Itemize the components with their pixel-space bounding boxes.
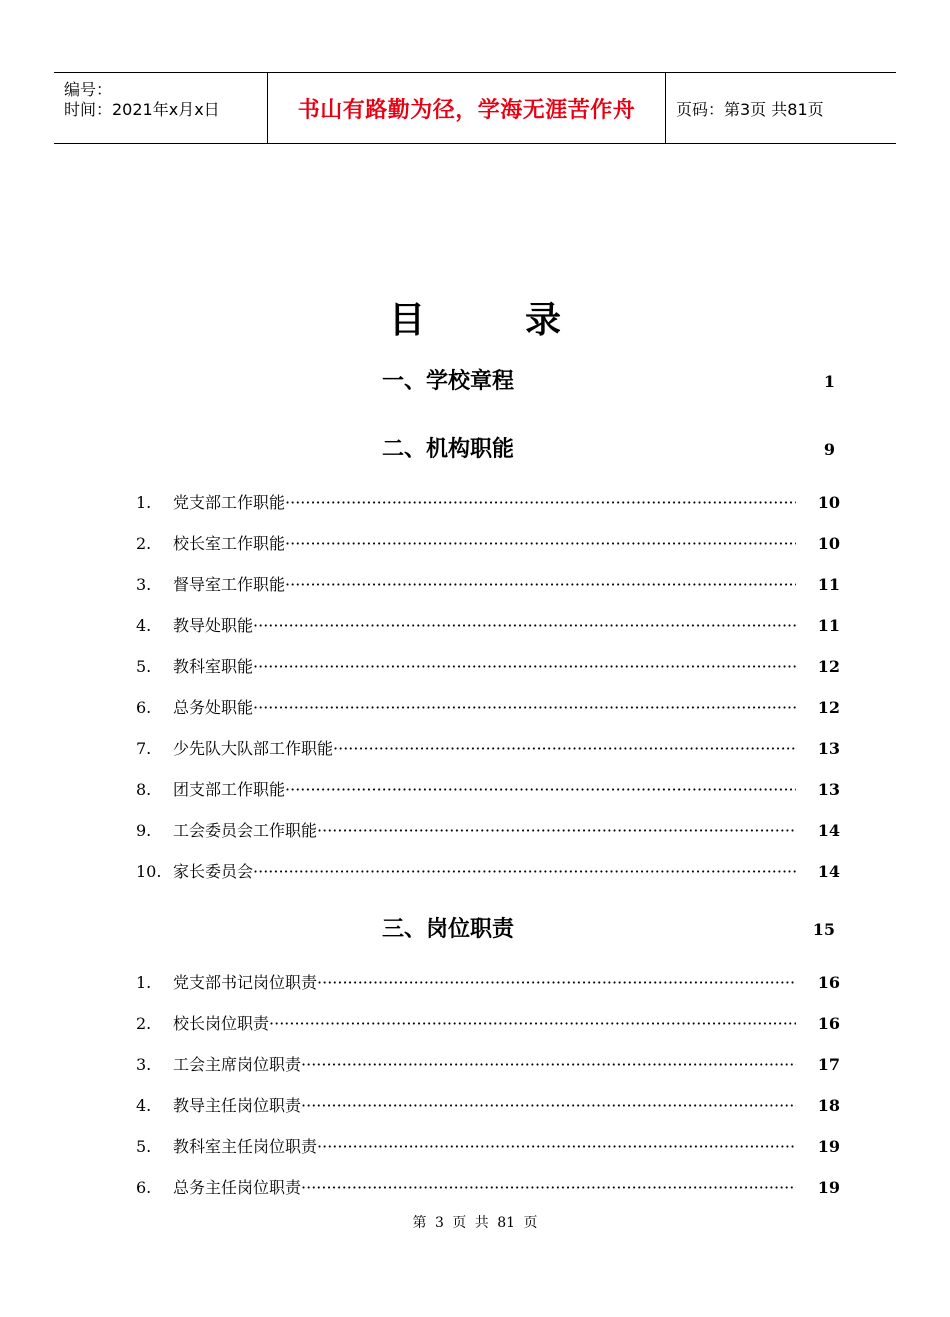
toc-entry-number: 4. [136,616,152,635]
toc-entry-number: 6. [136,698,152,717]
toc-entry-label: 校长岗位职责 ····· [173,1012,796,1036]
toc-entry-number: 10. [136,862,162,881]
toc-entry-label: 党支部工作职能 ····· [173,491,796,515]
toc-entry[interactable] [136,696,840,720]
toc-section-page: 9 [823,440,835,459]
toc-section[interactable] [0,367,950,397]
toc-entry-label: 党支部书记岗位职责 ····· [173,971,796,995]
toc-entry-page: 13 [817,739,840,758]
toc-entry-number: 1. [136,493,152,512]
toc-entry-label: 家长委员会 ····· [173,860,796,884]
toc-section-title: 三、岗位职责 [382,917,515,942]
toc-entry-page: 10 [817,493,840,512]
toc-section-page: 15 [812,920,835,939]
toc-section[interactable] [0,915,950,945]
toc-entry-label: 总务主任岗位职责 ····· [173,1176,796,1200]
serial-label: 编号： [64,80,113,99]
toc-entry-label: 工会委员会工作职能 ····· [173,819,796,843]
toc-entry-page: 14 [817,821,840,840]
toc-entry-label: 工会主席岗位职责 ····· [173,1053,796,1077]
toc-entry-page: 12 [817,698,840,717]
toc-entry[interactable] [136,737,840,761]
toc-entry-number: 6. [136,1178,152,1197]
toc-entry-label: 教科室职能 ····· [173,655,796,679]
toc-section-title: 一、学校章程 [382,369,515,394]
header-page-cell [666,73,896,143]
toc-entry-label: 教导主任岗位职责 ····· [173,1094,796,1118]
toc-entry-number: 3. [136,575,152,594]
toc-entry-number: 3. [136,1055,152,1074]
toc-entry-page: 18 [817,1096,840,1115]
toc-entry[interactable] [136,1176,840,1200]
toc-entry-page: 14 [817,862,840,881]
toc-entry[interactable] [136,1094,840,1118]
header-page-info: 页码：第3页 共81页 [676,99,824,119]
toc-entry-page: 10 [817,534,840,553]
toc-entry-number: 5. [136,657,152,676]
time-label: 时间：2021年x月x日 [64,100,220,119]
toc-entry[interactable] [136,655,840,679]
toc-entry-number: 2. [136,534,152,553]
toc-section[interactable] [0,435,950,465]
toc-entry-label: 校长室工作职能 ····· [173,532,796,556]
toc-entry-number: 7. [136,739,152,758]
toc-entry-number: 8. [136,780,152,799]
toc-entry-number: 9. [136,821,152,840]
toc-entry[interactable] [136,532,840,556]
toc-entry[interactable] [136,819,840,843]
toc-section-title: 二、机构职能 [382,437,515,462]
toc-entry-page: 17 [817,1055,840,1074]
page-header [54,72,896,144]
toc-entry-page: 11 [817,616,840,635]
toc-entry[interactable] [136,1012,840,1036]
motto-text: 书山有路勤为径，学海无涯苦作舟 [297,97,636,123]
toc-entry-page: 16 [817,1014,840,1033]
toc-title: 目录 [388,300,661,341]
page-footer: 第 3 页 共 81 页 [412,1215,538,1231]
toc-entry-page: 19 [817,1137,840,1156]
toc-entry[interactable] [136,778,840,802]
toc-entry[interactable] [136,1135,840,1159]
toc-entry-number: 5. [136,1137,152,1156]
toc-entry[interactable] [136,1053,840,1077]
toc-entry[interactable] [136,971,840,995]
toc-entry-label: 教科室主任岗位职责 ····· [173,1135,796,1159]
toc-entry-label: 团支部工作职能 ····· [173,778,796,802]
toc-entry-label: 总务处职能 ····· [173,696,796,720]
header-motto-cell [268,73,666,143]
toc-entry-page: 12 [817,657,840,676]
toc-entry-page: 11 [817,575,840,594]
toc-entry-page: 19 [817,1178,840,1197]
toc-entry[interactable] [136,573,840,597]
toc-entry-number: 1. [136,973,152,992]
header-meta-cell [54,73,268,143]
toc-section-page: 1 [823,372,835,391]
toc-entry-number: 2. [136,1014,152,1033]
toc-entry[interactable] [136,860,840,884]
toc-entry-page: 13 [817,780,840,799]
toc-entry-label: 督导室工作职能 ····· [173,573,796,597]
toc-entry-label: 少先队大队部工作职能 ····· [173,737,796,761]
toc-entry-page: 16 [817,973,840,992]
toc-entry[interactable] [136,491,840,515]
toc-entry[interactable] [136,614,840,638]
toc-entry-number: 4. [136,1096,152,1115]
toc-entry-label: 教导处职能 ····· [173,614,796,638]
